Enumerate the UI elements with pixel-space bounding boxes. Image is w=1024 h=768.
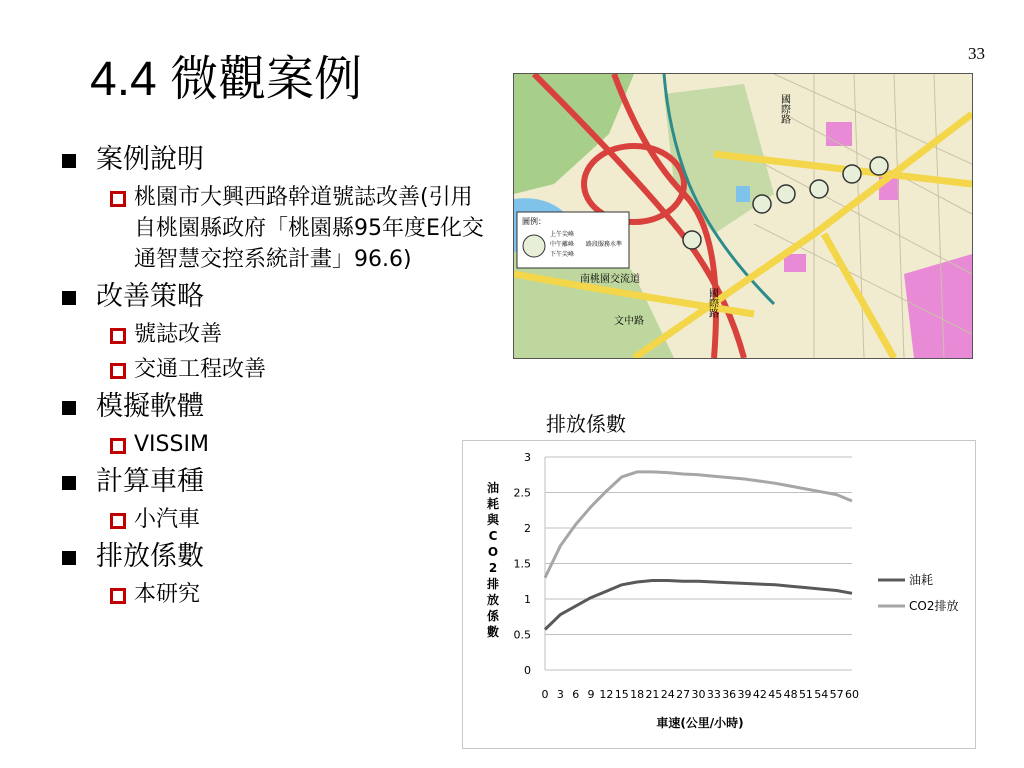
chart-y-axis-label (478, 480, 508, 640)
hollow-square-bullet-icon (110, 363, 126, 379)
x-tick-label: 15 (614, 688, 629, 701)
square-bullet-icon (62, 291, 76, 305)
sub-bullet-text: 本研究 (134, 582, 201, 607)
x-tick-label: 24 (660, 688, 675, 701)
legend-marker-icon (523, 235, 545, 257)
map-legend-note: 路段服務水準 (586, 241, 623, 248)
y-axis-label-char: 油 (486, 481, 499, 495)
map-road-label: 國際路 (706, 288, 718, 318)
map-pink-zone (784, 254, 806, 272)
sub-bullet-text: 交通工程改善 (134, 357, 267, 382)
x-tick-label: 48 (783, 688, 798, 701)
x-tick-label: 12 (599, 688, 614, 701)
intersection-marker-icon (870, 157, 888, 175)
intersection-marker-icon (777, 185, 795, 203)
bullet-item (62, 539, 502, 610)
hollow-square-bullet-icon (110, 328, 126, 344)
x-tick-label: 0 (541, 688, 549, 701)
x-tick-label: 45 (768, 688, 783, 701)
x-tick-label: 42 (752, 688, 767, 701)
legend-label: CO2排放 (909, 599, 959, 613)
map-legend-row: 中午離峰 (550, 241, 575, 248)
bullet-list (62, 142, 502, 614)
sub-bullet-text: 桃園市大興西路幹道號誌改善(引用自桃園縣政府「桃園縣95年度E化交通智慧交控系統計畫」96.6) (134, 185, 484, 272)
x-tick-label: 21 (645, 688, 660, 701)
x-tick-label: 36 (722, 688, 737, 701)
intersection-marker-icon (683, 231, 701, 249)
intersection-marker-icon (810, 180, 828, 198)
x-tick-label: 27 (676, 688, 691, 701)
y-tick-label: 0.5 (513, 628, 531, 642)
x-tick-label: 30 (691, 688, 706, 701)
x-tick-label: 3 (556, 688, 564, 701)
map-road-label: 南桃園交流道 (580, 274, 640, 285)
square-bullet-icon (62, 476, 76, 490)
map-graphic (514, 74, 972, 358)
legend-label: 油耗 (909, 573, 934, 587)
y-axis-label-char: 放 (486, 593, 499, 607)
chart-title: 排放係數 (546, 412, 626, 436)
hollow-square-bullet-icon (110, 588, 126, 604)
map-road-label: 國際路 (778, 94, 790, 124)
intersection-marker-icon (753, 195, 771, 213)
y-axis-label-char: 與 (486, 513, 499, 527)
bullet-label: 模擬軟體 (96, 391, 204, 422)
intersection-marker-icon (843, 165, 861, 183)
chart-x-axis-label: 車速(公里/小時) (656, 716, 744, 730)
bullet-label: 排放係數 (96, 541, 204, 572)
map-pink-zone (826, 122, 852, 146)
square-bullet-icon (62, 551, 76, 565)
bullet-item (62, 464, 502, 535)
y-tick-label: 2 (524, 522, 531, 535)
x-tick-label: 54 (814, 688, 829, 701)
bullet-label: 計算車種 (96, 466, 204, 497)
x-tick-label: 9 (587, 688, 595, 701)
hollow-square-bullet-icon (110, 513, 126, 529)
hollow-square-bullet-icon (110, 191, 126, 207)
bullet-label: 案例說明 (96, 144, 204, 175)
x-tick-label: 60 (845, 688, 859, 701)
y-axis-label-char: 耗 (486, 497, 499, 511)
sub-bullet-text: VISSIM (134, 432, 209, 457)
x-tick-label: 6 (572, 688, 580, 701)
bullet-item (62, 279, 502, 385)
sub-bullet-text: 號誌改善 (134, 322, 223, 347)
y-tick-label: 2.5 (513, 486, 531, 500)
sub-bullet-text: 小汽車 (134, 507, 201, 532)
y-tick-label: 1.5 (513, 557, 531, 571)
slide-number: 33 (968, 44, 985, 63)
page-title: 4.4 微觀案例 (90, 53, 363, 106)
bullet-item (62, 389, 502, 460)
y-axis-label-char: 2 (488, 561, 498, 575)
map-legend-row: 下午尖峰 (550, 251, 575, 258)
map-water (736, 186, 750, 202)
y-axis-label-char: O (487, 545, 499, 559)
hollow-square-bullet-icon (110, 438, 126, 454)
x-tick-label: 51 (798, 688, 813, 701)
map-legend-row: 上午尖峰 (550, 231, 575, 238)
x-tick-label: 33 (706, 688, 721, 701)
y-axis-label-char: 係 (486, 609, 499, 623)
y-axis-label-char: C (488, 529, 498, 543)
chart-frame (462, 440, 976, 749)
y-axis-label-char: 排 (486, 577, 499, 591)
map-legend-title: 圖例： (522, 217, 546, 226)
y-tick-label: 0 (524, 664, 531, 677)
bullet-label: 改善策略 (96, 281, 204, 312)
map-road-label: 文中路 (614, 316, 644, 327)
y-tick-label: 3 (524, 451, 531, 464)
y-tick-label: 1 (524, 593, 531, 606)
square-bullet-icon (62, 154, 76, 168)
y-axis-label-char: 數 (486, 625, 499, 639)
x-tick-label: 39 (737, 688, 752, 701)
x-tick-label: 57 (829, 688, 844, 701)
traffic-map-image (513, 73, 973, 359)
x-tick-label: 18 (630, 688, 645, 701)
bullet-item (62, 142, 502, 275)
square-bullet-icon (62, 401, 76, 415)
